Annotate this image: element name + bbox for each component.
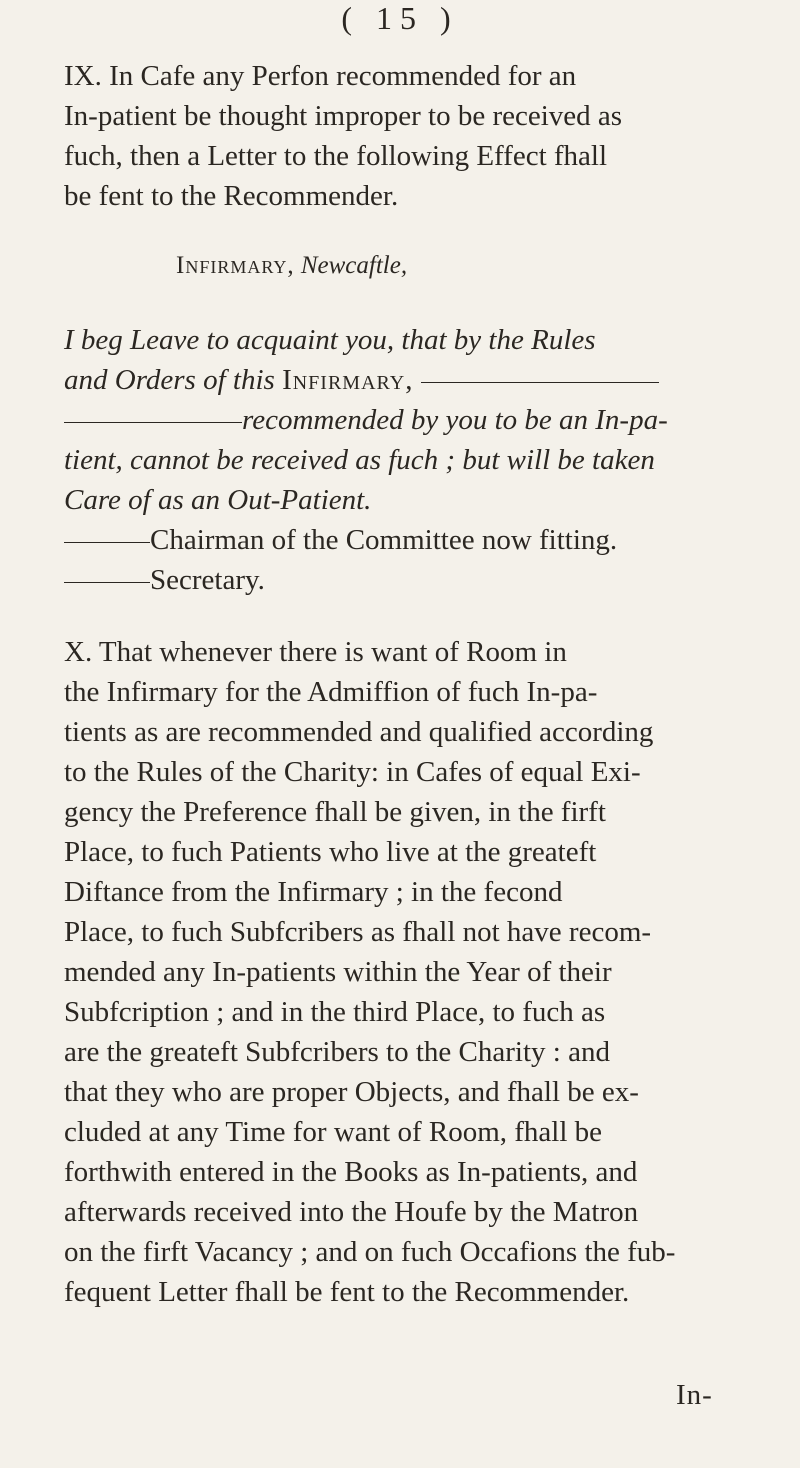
blank-dash <box>421 382 659 383</box>
article-x-line: X. That whenever there is want of Room in <box>64 636 567 668</box>
article-x-line: on the firft Vacancy ; and on fuch Occafions the fub- <box>64 1236 676 1268</box>
letter-heading-place: Newcaftle, <box>300 252 408 279</box>
article-x-line: that they who are proper Objects, and fhall be ex- <box>64 1076 639 1108</box>
signature-secretary-text: Secretary. <box>150 564 265 596</box>
letter-line-text: recommended by you to be an In-pa- <box>242 404 668 436</box>
signature-secretary <box>64 560 265 600</box>
letter-line: tient, cannot be received as fuch ; but will be taken <box>64 444 655 476</box>
letter-line: Care of as an Out-Patient. <box>64 484 372 516</box>
article-x-line: Place, to fuch Patients who live at the greateft <box>64 836 597 868</box>
letter-body <box>64 320 748 520</box>
article-ix-line: IX. In Cafe any Perfon recommended for an <box>64 60 577 92</box>
letter-line-text: and Orders of this <box>64 364 275 396</box>
article-x-line: to the Rules of the Charity: in Cafes of equal Exi- <box>64 756 641 788</box>
article-x-line: Diftance from the Infirmary ; in the fecond <box>64 876 563 908</box>
article-x-line: are the greateft Subfcribers to the Charity : and <box>64 1036 610 1068</box>
article-x-line: Place, to fuch Subfcribers as fhall not have recom- <box>64 916 652 948</box>
article-x-line: gency the Preference fhall be given, in the firft <box>64 796 606 828</box>
article-x <box>64 632 744 1312</box>
article-x-line: tients as are recommended and qualified according <box>64 716 654 748</box>
page-number: ( 15 ) <box>341 0 459 36</box>
article-ix <box>64 56 744 216</box>
letter-line <box>64 400 748 440</box>
article-x-line: Subfcription ; and in the third Place, to fuch as <box>64 996 606 1028</box>
catchword: In- <box>676 1379 713 1411</box>
signature-chairman-text: Chairman of the Committee now fitting. <box>150 524 618 556</box>
blank-dash <box>64 582 150 583</box>
article-ix-line: be fent to the Recommender. <box>64 180 399 212</box>
signature-chairman <box>64 520 617 560</box>
letter-line: I beg Leave to acquaint you, that by the Rules <box>64 324 596 356</box>
blank-dash <box>64 422 242 423</box>
blank-dash <box>64 542 150 543</box>
article-ix-line: In-patient be thought improper to be received as <box>64 100 623 132</box>
article-x-line: forthwith entered in the Books as In-patients, and <box>64 1156 638 1188</box>
letter-heading-institution: Infirmary, <box>176 252 295 279</box>
article-x-line: fequent Letter fhall be fent to the Recommender. <box>64 1276 630 1308</box>
article-ix-line: fuch, then a Letter to the following Effect fhall <box>64 140 608 172</box>
letter-heading <box>176 248 407 284</box>
article-x-line: mended any In-patients within the Year of their <box>64 956 612 988</box>
letter-line <box>64 360 748 400</box>
article-x-line: the Infirmary for the Admiffion of fuch In-pa- <box>64 676 598 708</box>
article-x-line: cluded at any Time for want of Room, fhall be <box>64 1116 603 1148</box>
letter-line-institution: Infirmary, <box>282 364 414 396</box>
article-x-line: afterwards received into the Houfe by the Matron <box>64 1196 639 1228</box>
